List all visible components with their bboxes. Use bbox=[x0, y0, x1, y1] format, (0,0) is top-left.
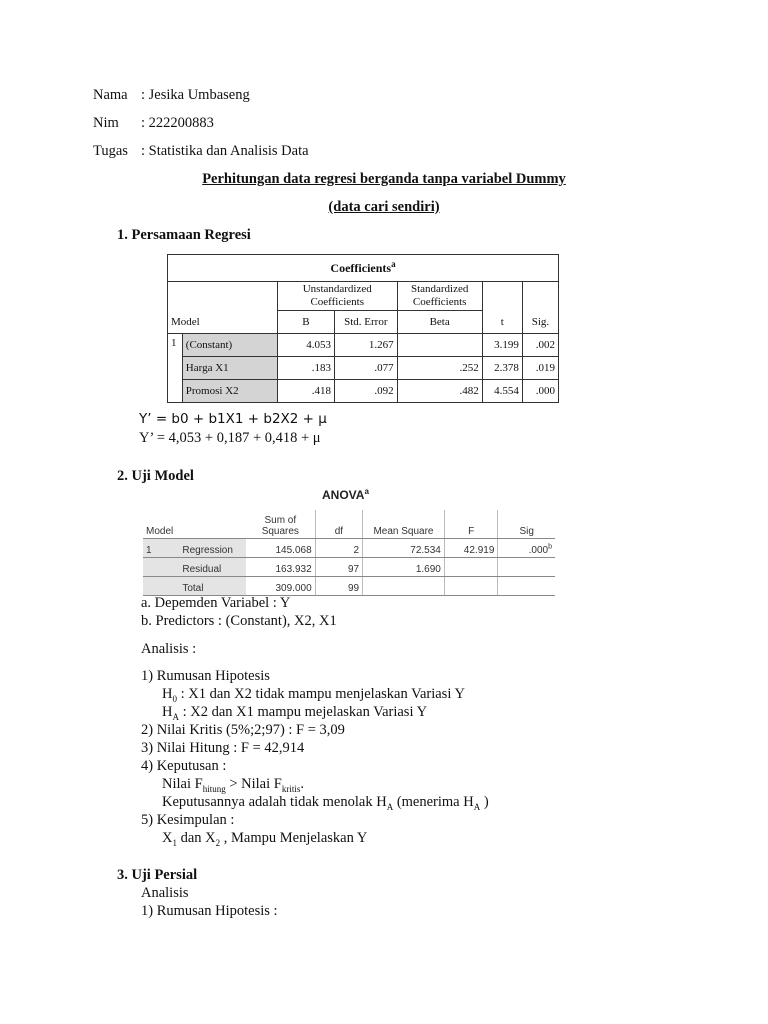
table-row: Promosi X2 .418 .092 .482 4.554 .000 bbox=[168, 380, 559, 403]
header-standardized: Standardized Coefficients bbox=[397, 282, 482, 311]
table-row: 1 Regression 145.068 2 72.534 42.919 .000$^b$ bbox=[143, 539, 555, 558]
header-t: t bbox=[482, 311, 522, 334]
analisis-label: Analisis : bbox=[141, 641, 197, 657]
header-std-error: Std. Error bbox=[334, 311, 397, 334]
anova-header-df: df bbox=[315, 510, 362, 539]
anova-header-ms: Mean Square bbox=[363, 510, 445, 539]
header-unstandardized: Unstandardized Coefficients bbox=[277, 282, 397, 311]
table-row: Harga X1 .183 .077 .252 2.378 .019 bbox=[168, 357, 559, 380]
nama-label: Nama bbox=[93, 87, 128, 103]
header-sig: Sig. bbox=[522, 311, 558, 334]
anova-header-model: Model bbox=[143, 510, 179, 539]
regression-equation: Y’ = b0 + b1X1 + b2X2 + μ bbox=[139, 411, 327, 427]
nama-value: : Jesika Umbaseng bbox=[141, 87, 250, 103]
section3-item-rumusan: 1) Rumusan Hipotesis : bbox=[141, 903, 278, 919]
item-keputusan: 4) Keputusan : bbox=[141, 758, 227, 774]
note-predictors: b. Predictors : (Constant), X2, X1 bbox=[141, 613, 337, 629]
hypothesis-h0: $H_0$ : X1 dan X2 tidak mampu menjelaskan Variasi Y bbox=[162, 686, 465, 704]
item-nilai-hitung: 3) Nilai Hitung : F = 42,914 bbox=[141, 740, 305, 756]
note-dependent: a. Depemden Variabel : Y bbox=[141, 595, 291, 611]
coefficients-title: Coefficients$^a$ bbox=[168, 255, 559, 282]
anova-model-number: 1 bbox=[143, 539, 179, 558]
item-kesimpulan: 5) Kesimpulan : bbox=[141, 812, 235, 828]
doc-subtitle: (data cari sendiri) bbox=[328, 199, 440, 215]
tugas-value: : Statistika dan Analisis Data bbox=[141, 143, 309, 159]
regression-equation-values: Y’ = 4,053 + 0,187 + 0,418 + μ bbox=[139, 430, 321, 446]
tugas-label: Tugas bbox=[93, 143, 128, 159]
table-row: Total 309.000 99 bbox=[143, 577, 555, 596]
anova-header-ss: Sum of Squares bbox=[246, 510, 315, 539]
header-b: B bbox=[277, 311, 334, 334]
kesimpulan-text: $X_1$ dan $X_2$ , Mampu Menjelaskan Y bbox=[162, 830, 368, 848]
hypothesis-ha: $H_A$ : X2 dan X1 mampu mejelaskan Variasi Y bbox=[162, 704, 428, 722]
section3-heading: 3. Uji Persial bbox=[117, 867, 198, 883]
section1-heading: 1. Persamaan Regresi bbox=[117, 227, 251, 243]
anova-table bbox=[143, 510, 555, 596]
keputusan-result: Keputusannya adalah tidak menolak $H_A$ (menerima $H_A$ ) bbox=[162, 794, 489, 812]
section3-analisis: Analisis bbox=[141, 885, 189, 901]
keputusan-comparison: Nilai $F_{hitung}$ > Nilai $F_{kritis}$. bbox=[162, 776, 304, 794]
anova-header-sig: Sig bbox=[498, 510, 555, 539]
header-beta: Beta bbox=[397, 311, 482, 334]
coefficients-table bbox=[167, 254, 559, 403]
doc-title: Perhitungan data regresi berganda tanpa variabel Dummy bbox=[202, 171, 566, 187]
item-rumusan-hipotesis: 1) Rumusan Hipotesis bbox=[141, 668, 270, 684]
anova-header-f: F bbox=[444, 510, 498, 539]
table-row: Residual 163.932 97 1.690 bbox=[143, 558, 555, 577]
nim-value: : 222200883 bbox=[141, 115, 214, 131]
section2-heading: 2. Uji Model bbox=[117, 468, 194, 484]
header-model: Model bbox=[168, 311, 278, 334]
anova-title: ANOVA$^a$ bbox=[322, 487, 369, 502]
nim-label: Nim bbox=[93, 115, 119, 131]
item-nilai-kritis: 2) Nilai Kritis (5%;2;97) : F = 3,09 bbox=[141, 722, 345, 738]
table-row: 1 (Constant) 4.053 1.267 3.199 .002 bbox=[168, 334, 559, 357]
model-number: 1 bbox=[168, 334, 183, 403]
